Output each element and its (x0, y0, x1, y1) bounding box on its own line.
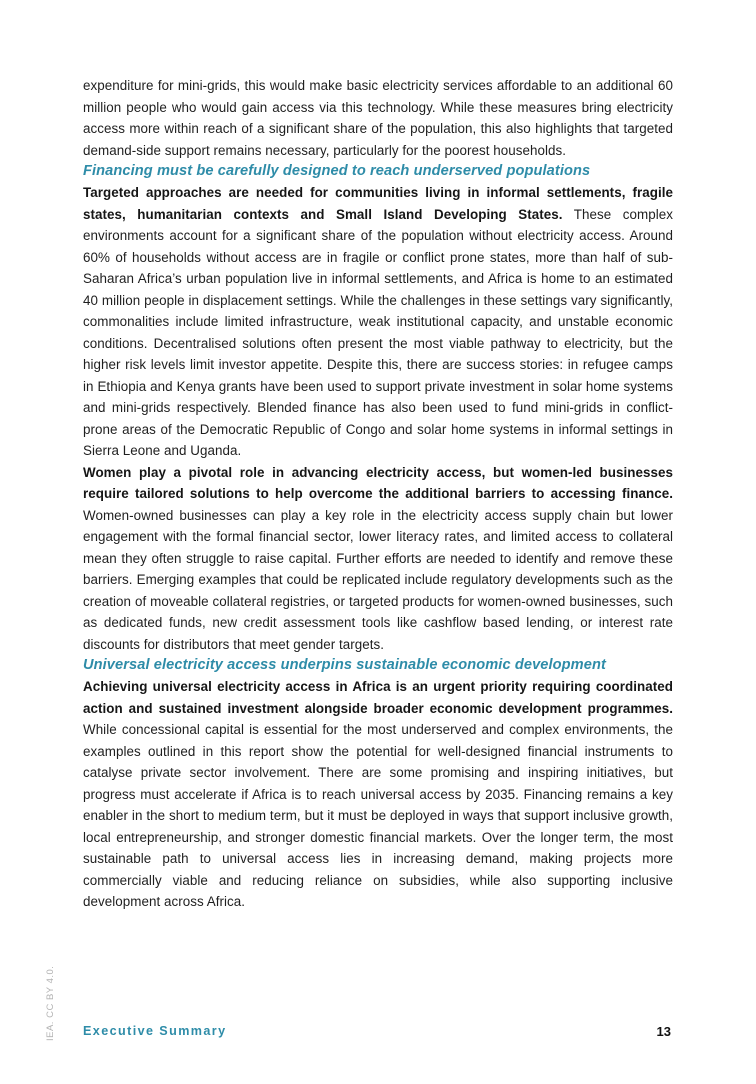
paragraph-targeted-approaches (83, 182, 673, 462)
paragraph-continuation: expenditure for mini-grids, this would make basic electricity services affordable to an additional 60 million people who would gain access via this technology. While these measures bring electricity access more within reach of a significant share of the population, this also highlights that targeted demand-side support remains necessary, particularly for the poorest households. (83, 78, 673, 158)
license-attribution-note: IEA. CC BY 4.0. (45, 965, 56, 1041)
paragraph-body-text: Women-owned businesses can play a key role in the electricity access supply chain but lower engagement with the formal financial sector, lower literacy rates, and limited access to collateral mean they often struggle to raise capital. Further efforts are needed to identify and remove these barriers. Emerging examples that could be replicated include regulatory developments such as the creation of moveable collateral registries, or targeted products for women-owned businesses, such as dedicated funds, new credit assessment tools like cashflow based lending, or interest rate discounts for distributors that meet gender targets. (83, 507, 673, 652)
section-heading-financing: Financing must be carefully designed to reach underserved populations (83, 163, 591, 179)
paragraph-lead-sentence: Women play a pivotal role in advancing electricity access, but women-led businesses require tailored solutions to help overcome the additional barriers to accessing finance. (83, 464, 673, 501)
paragraph-body-text: While concessional capital is essential for the most underserved and complex environments, the examples outlined in this report show the potential for well-designed financial instruments to catalyse private sector involvement. There are some promising and inspiring initiatives, but progress must accelerate if Africa is to reach universal access by 2035. Financing remains a key enabler in the short to medium term, but it must be deployed in ways that support inclusive growth, local entrepreneurship, and stronger domestic financial markets. Over the longer term, the most sustainable path to universal access lies in increasing demand, making projects more commercially viable and reducing reliance on subsidies, while also supporting inclusive development across Africa. (83, 722, 673, 909)
page-number: 13 (656, 1024, 671, 1039)
paragraph-lead-sentence: Achieving universal electricity access in Africa is an urgent priority requiring coordinated action and sustained investment alongside broader economic development programmes. (83, 679, 673, 716)
paragraph-body-text: These complex environments account for a significant share of the population without electricity access. Around 60% of households without access are in fragile or conflict prone states, more than half of sub-Saharan Africa’s urban population live in informal settlements, and Africa is home to an estimated 40 million people in displacement settings. While the challenges in these settings vary significantly, commonalities include limited infrastructure, weak institutional capacity, and unstable economic conditions. Decentralised solutions often present the most viable pathway to electricity, but the higher risk levels limit investor appetite. Despite this, there are success stories: in refugee camps in Ethiopia and Kenya grants have been used to support private investment in solar home systems and mini-grids respectively. Blended finance has also been used to fund mini-grids in conflict-prone areas of the Democratic Republic of Congo and solar home systems in informal settings in Sierra Leone and Uganda. (83, 206, 673, 458)
footer-section-label: Executive Summary (83, 1024, 227, 1038)
paragraph-lead-sentence: Targeted approaches are needed for communities living in informal settlements, fragile states, humanitarian contexts and Small Island Developing States. (83, 185, 673, 222)
page-content (83, 75, 673, 913)
paragraph-universal-access (83, 676, 673, 913)
section-heading-universal-access: Universal electricity access underpins sustainable economic development (83, 657, 606, 673)
paragraph-women-role (83, 462, 673, 656)
